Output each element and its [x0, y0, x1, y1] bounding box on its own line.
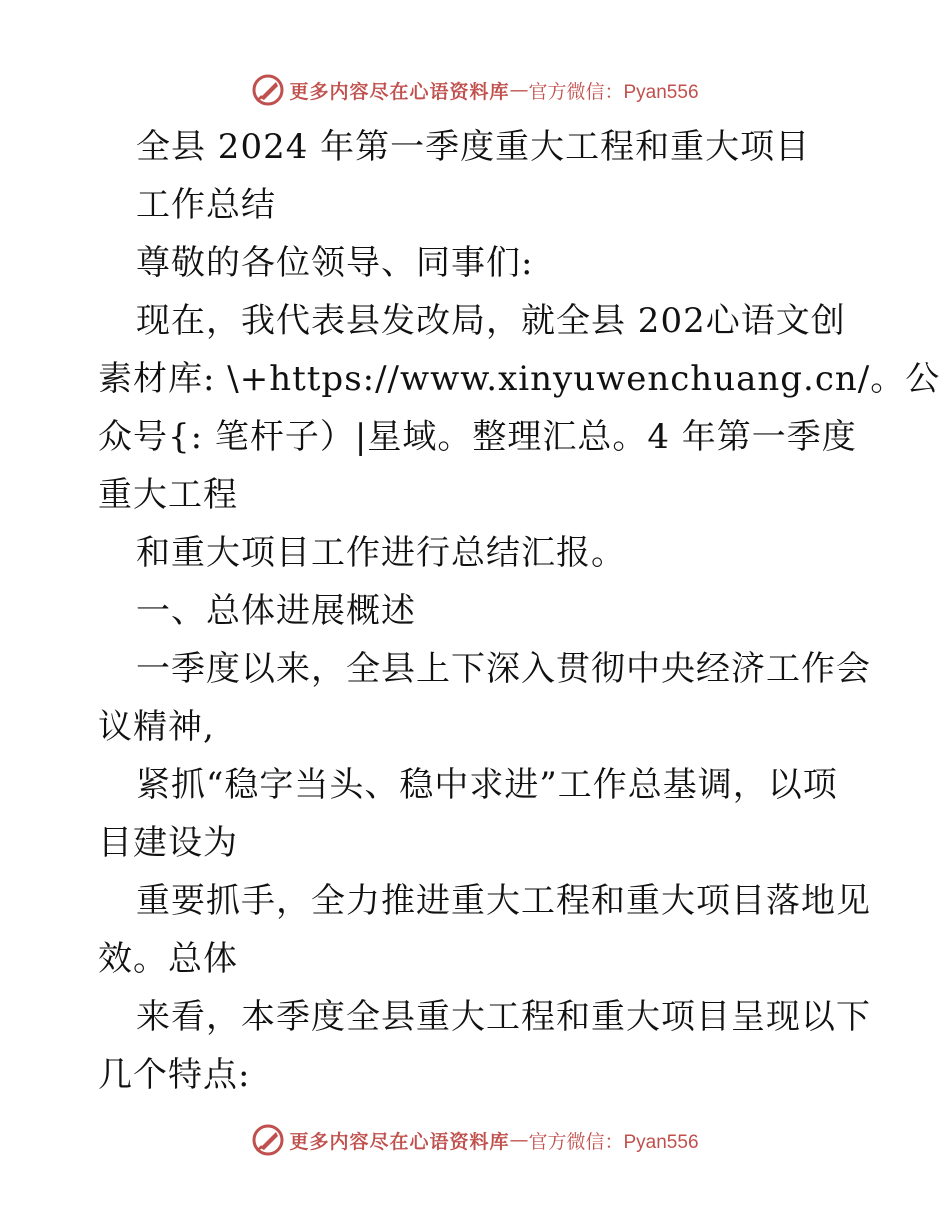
- salutation: 尊敬的各位领导、同事们:: [136, 243, 534, 283]
- document-title-line-1: 全县 2024 年第一季度重大工程和重大项目: [136, 127, 811, 167]
- paragraph-line: 几个特点:: [98, 1055, 251, 1095]
- banner-wechat-account: 官方微信：Pyan556: [528, 81, 699, 103]
- paragraph-line: 一季度以来，全县上下深入贯彻中央经济工作会: [136, 649, 871, 689]
- paragraph-line: 来看，本季度全县重大工程和重大项目呈现以下: [136, 997, 871, 1037]
- paragraph-line: 议精神,: [98, 707, 215, 747]
- paragraph-line: 重要抓手，全力推进重大工程和重大项目落地见: [136, 881, 871, 921]
- banner-wechat-account: 官方微信：Pyan556: [528, 1131, 699, 1153]
- section-heading: 一、总体进展概述: [136, 591, 416, 631]
- banner-separator: —: [509, 1129, 529, 1151]
- paragraph-line: 效。总体: [98, 939, 238, 979]
- document-body: [98, 118, 941, 1104]
- header-watermark-banner: [0, 70, 950, 110]
- footer-watermark-banner: [0, 1120, 950, 1160]
- paragraph-line: 和重大项目工作进行总结汇报。: [136, 533, 626, 573]
- quill-pen-logo-icon: [251, 1123, 285, 1157]
- paragraph-line: 素材库: \+https://www.xinyuwenchuang.cn/。公: [98, 359, 941, 399]
- paragraph-line: 紧抓“稳字当头、稳中求进”工作总基调，以项: [136, 765, 838, 805]
- banner-brand-text: 更多内容尽在心语资料库: [289, 1130, 510, 1153]
- banner-separator: —: [509, 79, 529, 101]
- paragraph-line: 现在，我代表县发改局，就全县 202心语文创: [136, 301, 846, 341]
- paragraph-line: 目建设为: [98, 823, 238, 863]
- quill-pen-logo-icon: [251, 73, 285, 107]
- paragraph-line: 众号{: 笔杆子）|星域。整理汇总。4 年第一季度: [98, 417, 857, 457]
- document-title-line-2: 工作总结: [136, 185, 276, 225]
- banner-brand-text: 更多内容尽在心语资料库: [289, 80, 510, 103]
- paragraph-line: 重大工程: [98, 475, 238, 515]
